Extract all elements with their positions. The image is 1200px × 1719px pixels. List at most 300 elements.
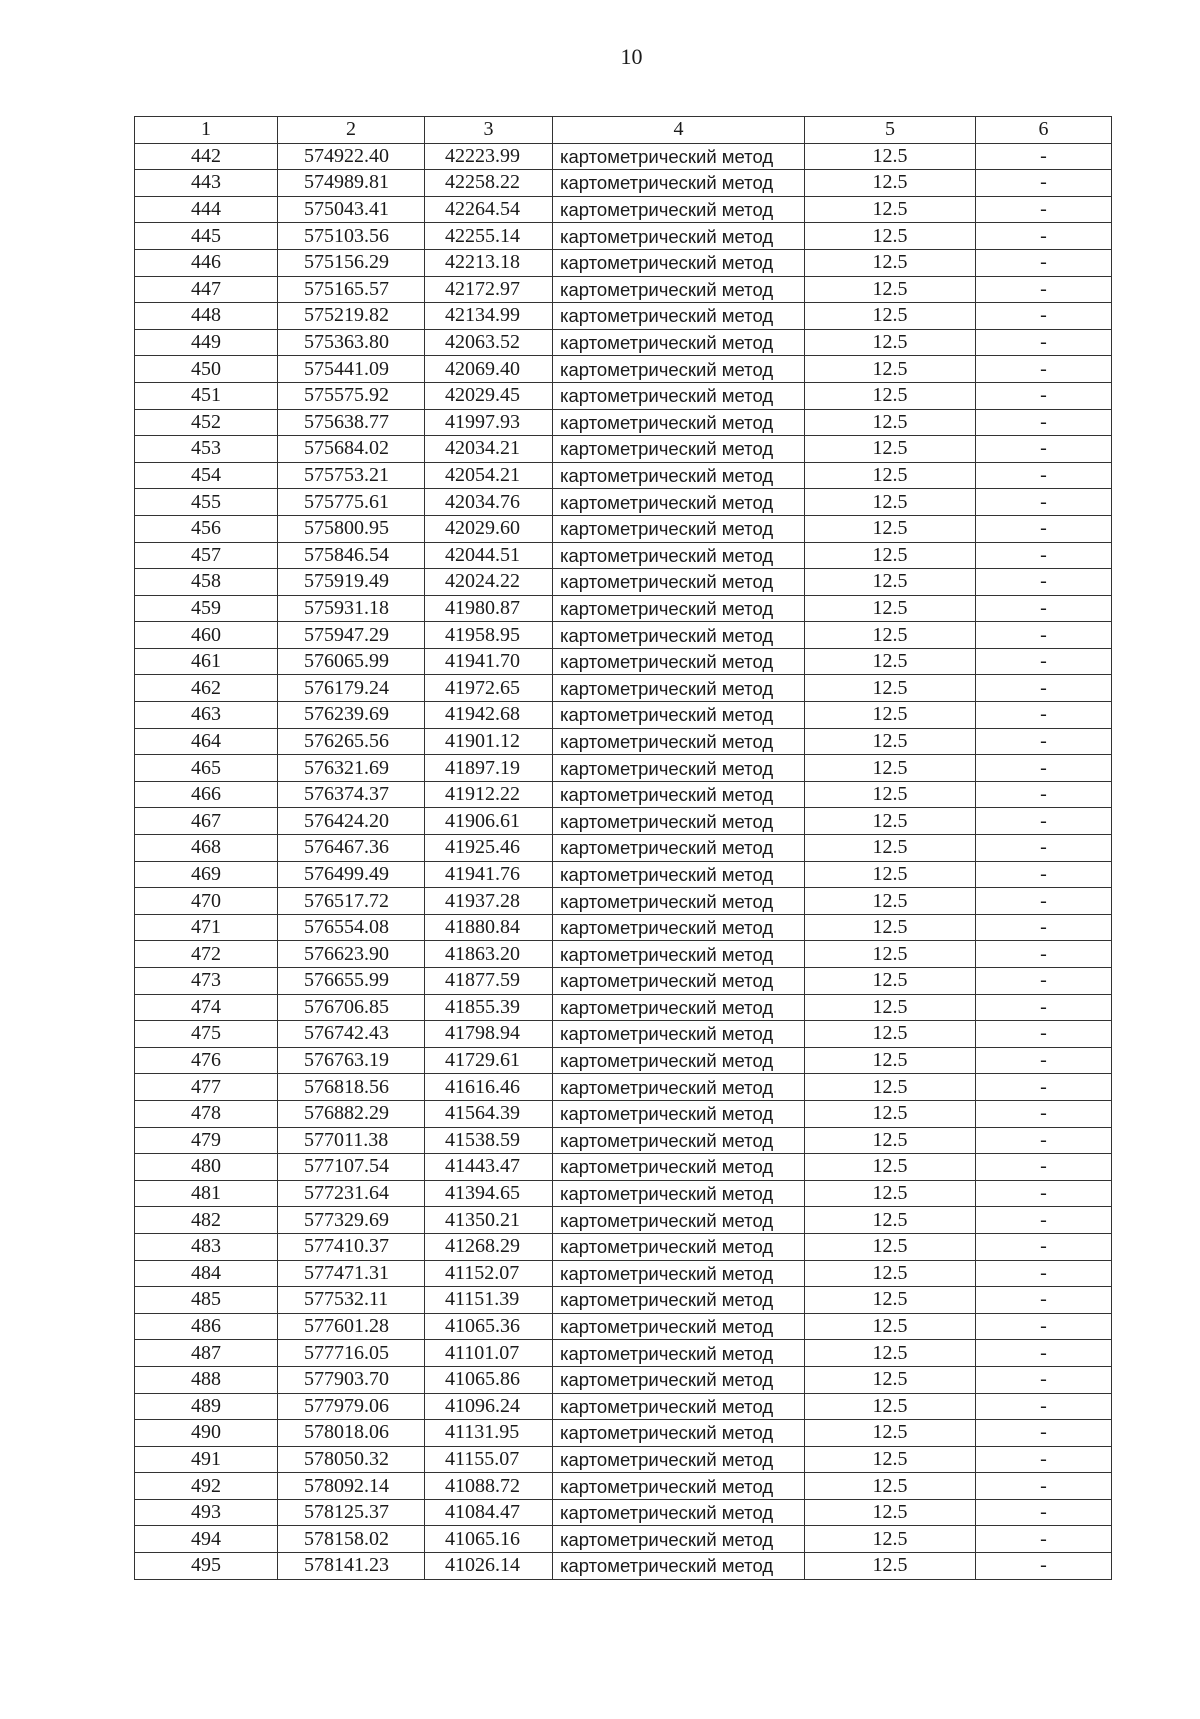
cell-x-coordinate: 574922.40: [278, 143, 425, 170]
cell-accuracy: 12.5: [805, 1180, 976, 1207]
table-row: [135, 382, 1112, 409]
cell-point-number: 449: [135, 329, 278, 356]
cell-note: -: [976, 489, 1112, 516]
cell-method: картометрический метод: [553, 1553, 805, 1580]
cell-y-coordinate: 42029.60: [425, 515, 553, 542]
cell-y-coordinate: 41941.76: [425, 861, 553, 888]
cell-point-number: 475: [135, 1021, 278, 1048]
table-row: [135, 861, 1112, 888]
cell-x-coordinate: 577716.05: [278, 1340, 425, 1367]
table-row: [135, 648, 1112, 675]
cell-method: картометрический метод: [553, 329, 805, 356]
cell-accuracy: 12.5: [805, 968, 976, 995]
cell-x-coordinate: 576467.36: [278, 835, 425, 862]
cell-y-coordinate: 41065.86: [425, 1366, 553, 1393]
cell-method: картометрический метод: [553, 835, 805, 862]
cell-note: -: [976, 276, 1112, 303]
cell-y-coordinate: 41065.36: [425, 1313, 553, 1340]
cell-accuracy: 12.5: [805, 1154, 976, 1181]
cell-note: -: [976, 675, 1112, 702]
cell-y-coordinate: 41972.65: [425, 675, 553, 702]
cell-point-number: 447: [135, 276, 278, 303]
cell-method: картометрический метод: [553, 143, 805, 170]
table-row: [135, 1499, 1112, 1526]
cell-note: -: [976, 1526, 1112, 1553]
cell-method: картометрический метод: [553, 622, 805, 649]
cell-note: -: [976, 1074, 1112, 1101]
cell-note: -: [976, 196, 1112, 223]
cell-point-number: 468: [135, 835, 278, 862]
table-row: [135, 196, 1112, 223]
table-row: [135, 1074, 1112, 1101]
cell-y-coordinate: 41906.61: [425, 808, 553, 835]
coordinates-table-container: [134, 116, 1111, 1580]
table-row: [135, 835, 1112, 862]
cell-method: картометрический метод: [553, 861, 805, 888]
cell-x-coordinate: 576179.24: [278, 675, 425, 702]
cell-y-coordinate: 41350.21: [425, 1207, 553, 1234]
coordinates-table: [134, 116, 1112, 1580]
cell-method: картометрический метод: [553, 276, 805, 303]
cell-accuracy: 12.5: [805, 276, 976, 303]
cell-point-number: 442: [135, 143, 278, 170]
cell-x-coordinate: 575846.54: [278, 542, 425, 569]
cell-y-coordinate: 42134.99: [425, 303, 553, 330]
cell-note: -: [976, 994, 1112, 1021]
cell-point-number: 471: [135, 914, 278, 941]
cell-note: -: [976, 781, 1112, 808]
table-row: [135, 489, 1112, 516]
cell-x-coordinate: 577471.31: [278, 1260, 425, 1287]
cell-x-coordinate: 576065.99: [278, 648, 425, 675]
cell-y-coordinate: 41877.59: [425, 968, 553, 995]
cell-accuracy: 12.5: [805, 143, 976, 170]
table-row: [135, 755, 1112, 782]
table-row: [135, 1553, 1112, 1580]
cell-accuracy: 12.5: [805, 1393, 976, 1420]
cell-method: картометрический метод: [553, 249, 805, 276]
cell-accuracy: 12.5: [805, 808, 976, 835]
table-row: [135, 595, 1112, 622]
cell-point-number: 478: [135, 1100, 278, 1127]
cell-point-number: 462: [135, 675, 278, 702]
cell-method: картометрический метод: [553, 1287, 805, 1314]
cell-x-coordinate: 576818.56: [278, 1074, 425, 1101]
cell-y-coordinate: 41084.47: [425, 1499, 553, 1526]
cell-accuracy: 12.5: [805, 1127, 976, 1154]
cell-y-coordinate: 42029.45: [425, 382, 553, 409]
cell-point-number: 469: [135, 861, 278, 888]
cell-y-coordinate: 41152.07: [425, 1260, 553, 1287]
cell-x-coordinate: 577107.54: [278, 1154, 425, 1181]
cell-point-number: 454: [135, 462, 278, 489]
cell-accuracy: 12.5: [805, 303, 976, 330]
cell-note: -: [976, 968, 1112, 995]
cell-point-number: 444: [135, 196, 278, 223]
cell-note: -: [976, 409, 1112, 436]
cell-y-coordinate: 41088.72: [425, 1473, 553, 1500]
cell-accuracy: 12.5: [805, 1313, 976, 1340]
cell-method: картометрический метод: [553, 968, 805, 995]
cell-y-coordinate: 42264.54: [425, 196, 553, 223]
cell-accuracy: 12.5: [805, 1446, 976, 1473]
cell-point-number: 486: [135, 1313, 278, 1340]
cell-accuracy: 12.5: [805, 462, 976, 489]
cell-y-coordinate: 41958.95: [425, 622, 553, 649]
table-row: [135, 622, 1112, 649]
cell-note: -: [976, 1420, 1112, 1447]
cell-x-coordinate: 576623.90: [278, 941, 425, 968]
cell-note: -: [976, 1021, 1112, 1048]
cell-point-number: 448: [135, 303, 278, 330]
cell-point-number: 467: [135, 808, 278, 835]
cell-x-coordinate: 575638.77: [278, 409, 425, 436]
cell-note: -: [976, 1100, 1112, 1127]
table-row: [135, 1100, 1112, 1127]
cell-y-coordinate: 41729.61: [425, 1047, 553, 1074]
cell-method: картометрический метод: [553, 170, 805, 197]
cell-method: картометрический метод: [553, 994, 805, 1021]
cell-y-coordinate: 42069.40: [425, 356, 553, 383]
cell-point-number: 476: [135, 1047, 278, 1074]
cell-y-coordinate: 41096.24: [425, 1393, 553, 1420]
cell-note: -: [976, 143, 1112, 170]
cell-point-number: 473: [135, 968, 278, 995]
cell-accuracy: 12.5: [805, 595, 976, 622]
cell-accuracy: 12.5: [805, 542, 976, 569]
cell-method: картометрический метод: [553, 1340, 805, 1367]
cell-point-number: 487: [135, 1340, 278, 1367]
header-row: [135, 117, 1112, 144]
cell-accuracy: 12.5: [805, 1074, 976, 1101]
cell-note: -: [976, 595, 1112, 622]
cell-y-coordinate: 41026.14: [425, 1553, 553, 1580]
cell-note: -: [976, 861, 1112, 888]
cell-note: -: [976, 1393, 1112, 1420]
table-row: [135, 1313, 1112, 1340]
cell-point-number: 452: [135, 409, 278, 436]
cell-accuracy: 12.5: [805, 489, 976, 516]
cell-note: -: [976, 755, 1112, 782]
cell-y-coordinate: 41798.94: [425, 1021, 553, 1048]
cell-x-coordinate: 575441.09: [278, 356, 425, 383]
cell-point-number: 459: [135, 595, 278, 622]
cell-accuracy: 12.5: [805, 835, 976, 862]
cell-y-coordinate: 41942.68: [425, 702, 553, 729]
cell-x-coordinate: 575165.57: [278, 276, 425, 303]
cell-method: картометрический метод: [553, 489, 805, 516]
table-row: [135, 675, 1112, 702]
cell-x-coordinate: 574989.81: [278, 170, 425, 197]
cell-note: -: [976, 808, 1112, 835]
table-row: [135, 1233, 1112, 1260]
cell-note: -: [976, 569, 1112, 596]
cell-x-coordinate: 578018.06: [278, 1420, 425, 1447]
cell-y-coordinate: 41616.46: [425, 1074, 553, 1101]
cell-method: картометрический метод: [553, 1233, 805, 1260]
cell-note: -: [976, 728, 1112, 755]
table-row: [135, 356, 1112, 383]
cell-method: картометрический метод: [553, 1313, 805, 1340]
cell-note: -: [976, 1446, 1112, 1473]
cell-x-coordinate: 576239.69: [278, 702, 425, 729]
cell-note: -: [976, 648, 1112, 675]
cell-y-coordinate: 42223.99: [425, 143, 553, 170]
table-row: [135, 1393, 1112, 1420]
cell-point-number: 481: [135, 1180, 278, 1207]
cell-accuracy: 12.5: [805, 382, 976, 409]
cell-accuracy: 12.5: [805, 249, 976, 276]
cell-note: -: [976, 888, 1112, 915]
cell-point-number: 484: [135, 1260, 278, 1287]
cell-note: -: [976, 249, 1112, 276]
cell-y-coordinate: 41155.07: [425, 1446, 553, 1473]
cell-x-coordinate: 578141.23: [278, 1553, 425, 1580]
cell-note: -: [976, 1127, 1112, 1154]
cell-x-coordinate: 578158.02: [278, 1526, 425, 1553]
cell-x-coordinate: 575947.29: [278, 622, 425, 649]
cell-y-coordinate: 42054.21: [425, 462, 553, 489]
cell-accuracy: 12.5: [805, 755, 976, 782]
cell-x-coordinate: 577329.69: [278, 1207, 425, 1234]
cell-y-coordinate: 42044.51: [425, 542, 553, 569]
cell-method: картометрический метод: [553, 436, 805, 463]
cell-note: -: [976, 1473, 1112, 1500]
cell-method: картометрический метод: [553, 1499, 805, 1526]
table-row: [135, 143, 1112, 170]
cell-note: -: [976, 462, 1112, 489]
cell-x-coordinate: 576882.29: [278, 1100, 425, 1127]
cell-point-number: 443: [135, 170, 278, 197]
table-row: [135, 1127, 1112, 1154]
cell-point-number: 491: [135, 1446, 278, 1473]
cell-method: картометрический метод: [553, 1393, 805, 1420]
cell-method: картометрический метод: [553, 1047, 805, 1074]
cell-note: -: [976, 1233, 1112, 1260]
cell-accuracy: 12.5: [805, 1233, 976, 1260]
cell-point-number: 490: [135, 1420, 278, 1447]
cell-method: картометрический метод: [553, 728, 805, 755]
cell-accuracy: 12.5: [805, 569, 976, 596]
cell-y-coordinate: 41880.84: [425, 914, 553, 941]
cell-note: -: [976, 1180, 1112, 1207]
cell-y-coordinate: 41997.93: [425, 409, 553, 436]
cell-method: картометрический метод: [553, 755, 805, 782]
cell-y-coordinate: 41863.20: [425, 941, 553, 968]
table-row: [135, 808, 1112, 835]
cell-method: картометрический метод: [553, 1473, 805, 1500]
cell-method: картометрический метод: [553, 1446, 805, 1473]
cell-point-number: 477: [135, 1074, 278, 1101]
cell-x-coordinate: 575156.29: [278, 249, 425, 276]
cell-y-coordinate: 41897.19: [425, 755, 553, 782]
cell-x-coordinate: 576499.49: [278, 861, 425, 888]
cell-point-number: 450: [135, 356, 278, 383]
cell-x-coordinate: 575043.41: [278, 196, 425, 223]
cell-y-coordinate: 42172.97: [425, 276, 553, 303]
cell-point-number: 455: [135, 489, 278, 516]
cell-x-coordinate: 575919.49: [278, 569, 425, 596]
cell-method: картометрический метод: [553, 462, 805, 489]
cell-accuracy: 12.5: [805, 861, 976, 888]
cell-method: картометрический метод: [553, 595, 805, 622]
cell-note: -: [976, 1313, 1112, 1340]
table-header: [135, 117, 1112, 144]
table-row: [135, 1366, 1112, 1393]
cell-accuracy: 12.5: [805, 1100, 976, 1127]
header-col-4: 4: [553, 117, 805, 144]
cell-method: картометрический метод: [553, 356, 805, 383]
table-row: [135, 276, 1112, 303]
cell-y-coordinate: 41151.39: [425, 1287, 553, 1314]
cell-point-number: 480: [135, 1154, 278, 1181]
cell-method: картометрический метод: [553, 781, 805, 808]
table-row: [135, 1446, 1112, 1473]
cell-accuracy: 12.5: [805, 1366, 976, 1393]
cell-method: картометрический метод: [553, 569, 805, 596]
cell-accuracy: 12.5: [805, 1553, 976, 1580]
cell-note: -: [976, 1260, 1112, 1287]
cell-x-coordinate: 576374.37: [278, 781, 425, 808]
cell-accuracy: 12.5: [805, 1340, 976, 1367]
cell-x-coordinate: 576265.56: [278, 728, 425, 755]
cell-point-number: 464: [135, 728, 278, 755]
cell-x-coordinate: 577601.28: [278, 1313, 425, 1340]
cell-method: картометрический метод: [553, 196, 805, 223]
cell-accuracy: 12.5: [805, 1287, 976, 1314]
table-row: [135, 462, 1112, 489]
table-row: [135, 702, 1112, 729]
cell-x-coordinate: 575753.21: [278, 462, 425, 489]
cell-point-number: 474: [135, 994, 278, 1021]
cell-x-coordinate: 575775.61: [278, 489, 425, 516]
cell-note: -: [976, 170, 1112, 197]
cell-accuracy: 12.5: [805, 170, 976, 197]
cell-y-coordinate: 41131.95: [425, 1420, 553, 1447]
cell-accuracy: 12.5: [805, 436, 976, 463]
cell-note: -: [976, 1340, 1112, 1367]
table-row: [135, 781, 1112, 808]
cell-x-coordinate: 575219.82: [278, 303, 425, 330]
cell-x-coordinate: 576742.43: [278, 1021, 425, 1048]
cell-method: картометрический метод: [553, 1526, 805, 1553]
cell-point-number: 472: [135, 941, 278, 968]
cell-point-number: 488: [135, 1366, 278, 1393]
cell-x-coordinate: 575103.56: [278, 223, 425, 250]
cell-y-coordinate: 42213.18: [425, 249, 553, 276]
header-col-3: 3: [425, 117, 553, 144]
cell-accuracy: 12.5: [805, 622, 976, 649]
cell-note: -: [976, 1207, 1112, 1234]
cell-point-number: 446: [135, 249, 278, 276]
cell-note: -: [976, 356, 1112, 383]
cell-point-number: 466: [135, 781, 278, 808]
table-row: [135, 223, 1112, 250]
cell-accuracy: 12.5: [805, 1473, 976, 1500]
cell-y-coordinate: 42034.76: [425, 489, 553, 516]
cell-y-coordinate: 41937.28: [425, 888, 553, 915]
cell-accuracy: 12.5: [805, 675, 976, 702]
cell-accuracy: 12.5: [805, 223, 976, 250]
cell-note: -: [976, 515, 1112, 542]
cell-method: картометрический метод: [553, 1366, 805, 1393]
cell-x-coordinate: 575931.18: [278, 595, 425, 622]
cell-x-coordinate: 576706.85: [278, 994, 425, 1021]
cell-y-coordinate: 41925.46: [425, 835, 553, 862]
cell-y-coordinate: 42034.21: [425, 436, 553, 463]
cell-note: -: [976, 329, 1112, 356]
cell-x-coordinate: 576554.08: [278, 914, 425, 941]
cell-y-coordinate: 41538.59: [425, 1127, 553, 1154]
table-row: [135, 1473, 1112, 1500]
cell-accuracy: 12.5: [805, 1260, 976, 1287]
cell-note: -: [976, 914, 1112, 941]
table-row: [135, 1047, 1112, 1074]
cell-x-coordinate: 577231.64: [278, 1180, 425, 1207]
cell-note: -: [976, 702, 1112, 729]
cell-method: картометрический метод: [553, 1127, 805, 1154]
cell-note: -: [976, 303, 1112, 330]
cell-method: картометрический метод: [553, 1420, 805, 1447]
cell-point-number: 495: [135, 1553, 278, 1580]
cell-y-coordinate: 41443.47: [425, 1154, 553, 1181]
cell-note: -: [976, 223, 1112, 250]
header-col-5: 5: [805, 117, 976, 144]
cell-point-number: 458: [135, 569, 278, 596]
cell-point-number: 494: [135, 1526, 278, 1553]
cell-accuracy: 12.5: [805, 888, 976, 915]
cell-y-coordinate: 42024.22: [425, 569, 553, 596]
cell-x-coordinate: 578125.37: [278, 1499, 425, 1526]
cell-point-number: 445: [135, 223, 278, 250]
cell-x-coordinate: 576424.20: [278, 808, 425, 835]
cell-method: картометрический метод: [553, 303, 805, 330]
header-col-6: 6: [976, 117, 1112, 144]
cell-accuracy: 12.5: [805, 994, 976, 1021]
table-row: [135, 170, 1112, 197]
table-row: [135, 409, 1112, 436]
header-col-2: 2: [278, 117, 425, 144]
cell-method: картометрический метод: [553, 1260, 805, 1287]
table-row: [135, 542, 1112, 569]
table-row: [135, 968, 1112, 995]
table-row: [135, 1340, 1112, 1367]
cell-point-number: 460: [135, 622, 278, 649]
cell-accuracy: 12.5: [805, 356, 976, 383]
cell-method: картометрический метод: [553, 382, 805, 409]
table-row: [135, 1287, 1112, 1314]
cell-accuracy: 12.5: [805, 329, 976, 356]
table-row: [135, 1207, 1112, 1234]
cell-x-coordinate: 575800.95: [278, 515, 425, 542]
cell-y-coordinate: 41564.39: [425, 1100, 553, 1127]
table-row: [135, 329, 1112, 356]
cell-method: картометрический метод: [553, 702, 805, 729]
cell-point-number: 482: [135, 1207, 278, 1234]
cell-method: картометрический метод: [553, 808, 805, 835]
cell-note: -: [976, 1366, 1112, 1393]
table-row: [135, 1420, 1112, 1447]
cell-method: картометрический метод: [553, 648, 805, 675]
table-row: [135, 249, 1112, 276]
cell-y-coordinate: 41941.70: [425, 648, 553, 675]
cell-accuracy: 12.5: [805, 1420, 976, 1447]
cell-point-number: 465: [135, 755, 278, 782]
cell-note: -: [976, 1553, 1112, 1580]
cell-accuracy: 12.5: [805, 1526, 976, 1553]
cell-y-coordinate: 42063.52: [425, 329, 553, 356]
cell-point-number: 489: [135, 1393, 278, 1420]
